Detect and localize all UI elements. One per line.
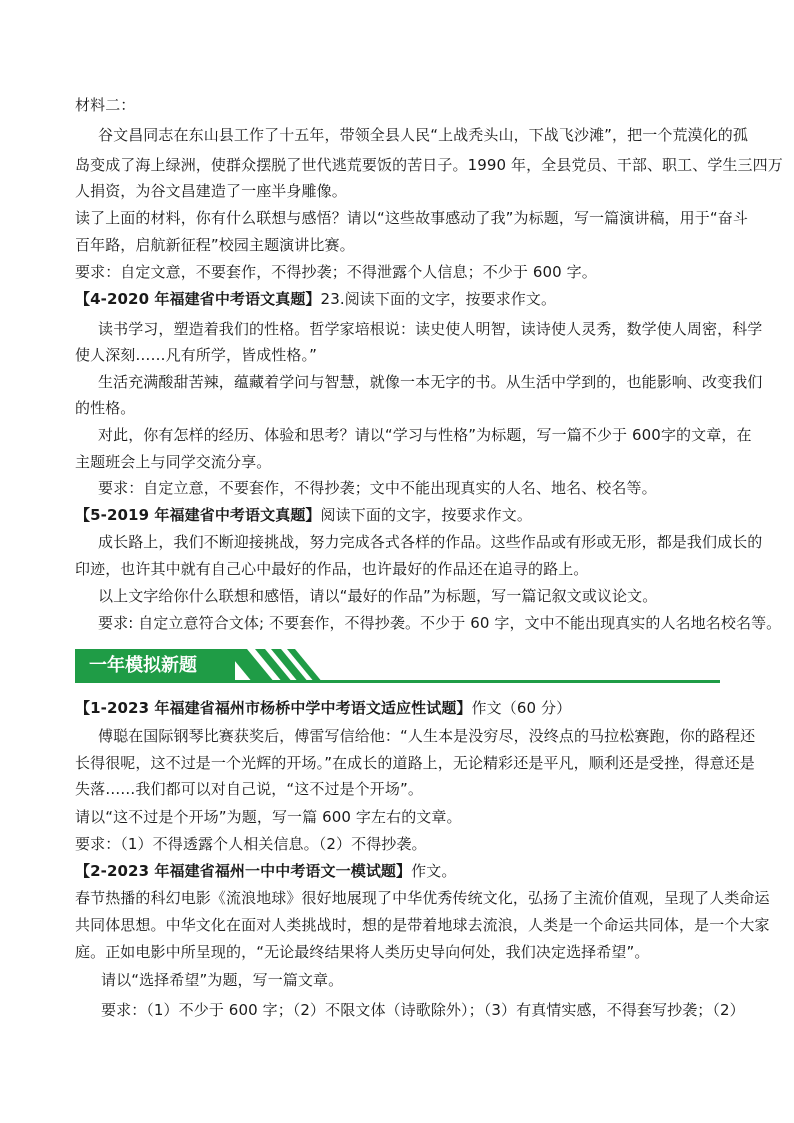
paragraph-line: 请以“这不过是个开场”为题，写一篇 600 字左右的文章。 bbox=[75, 808, 462, 826]
question-instruction: 作文。 bbox=[411, 862, 457, 880]
material2-line: 谷文昌同志在东山县工作了十五年，带领全县人民“上战秃头山，下战飞沙滩”，把一个荒漠化的孤 bbox=[98, 126, 748, 144]
requirement-line: 要求：（1）不少于 600 字；（2）不限文体（诗歌除外）；（3）有真情实感，不得套写抄袭；（2） bbox=[101, 1001, 745, 1019]
paragraph-line: 春节热播的科幻电影《流浪地球》很好地展现了中华优秀传统文化，弘扬了主流价值观，呈现了人类命运 bbox=[75, 889, 770, 907]
prompt-line: 百年路，启航新征程”校园主题演讲比赛。 bbox=[75, 236, 355, 254]
requirement-line: 要求：自定立意，不要套作，不得抄袭；文中不能出现真实的人名、地名、校名等。 bbox=[98, 479, 657, 497]
question-source: 【4-2020 年福建省中考语文真题】 bbox=[75, 290, 321, 308]
banner-title: 一年模拟新题 bbox=[89, 655, 197, 676]
question-header bbox=[75, 505, 532, 525]
paragraph-line: 共同体思想。中华文化在面对人类挑战时，想的是带着地球去流浪，人类是一个命运共同体，是一个大家 bbox=[75, 916, 770, 934]
requirement-line: 要求：（1）不得透露个人相关信息。（2）不得抄袭。 bbox=[75, 835, 427, 853]
question-instruction: 23.阅读下面的文字，按要求作文。 bbox=[320, 290, 557, 308]
paragraph-line: 长得很呢，这不过是一个光辉的开场。”在成长的道路上，无论精彩还是平凡，顺利还是受挫，得意还是 bbox=[75, 754, 755, 772]
material2-line: 人捐资，为谷文昌建造了一座半身雕像。 bbox=[75, 182, 347, 200]
paragraph-line: 印迹，也许其中就有自己心中最好的作品，也许最好的作品还在追寻的路上。 bbox=[75, 560, 589, 578]
paragraph-line: 请以“选择希望”为题，写一篇文章。 bbox=[101, 971, 344, 989]
paragraph-line: 以上文字给你什么联想和感悟，请以“最好的作品”为标题，写一篇记叙文或议论文。 bbox=[98, 587, 658, 605]
paragraph-line: 的性格。 bbox=[75, 399, 136, 417]
paragraph-line: 生活充满酸甜苦辣，蕴藏着学问与智慧，就像一本无字的书。从生活中学到的，也能影响、改变我们 bbox=[98, 373, 763, 391]
paragraph-line: 成长路上，我们不断迎接挑战，努力完成各式各样的作品。这些作品或有形或无形，都是我们成长的 bbox=[98, 533, 763, 551]
paragraph-line: 主题班会上与同学交流分享。 bbox=[75, 453, 272, 471]
question-instruction: 阅读下面的文字，按要求作文。 bbox=[320, 506, 532, 524]
question-source: 【1-2023 年福建省福州市杨桥中学中考语文适应性试题】 bbox=[75, 699, 472, 717]
question-source: 【2-2023 年福建省福州一中中考语文一模试题】 bbox=[75, 862, 412, 880]
question-instruction: 作文（60 分） bbox=[471, 699, 572, 717]
paragraph-line: 失落……我们都可以对自己说，“这不过是个开场”。 bbox=[75, 780, 423, 798]
question-header bbox=[75, 289, 556, 309]
question-header bbox=[75, 861, 456, 881]
prompt-line: 读了上面的材料，你有什么联想与感悟？请以“这些故事感动了我”为标题，写一篇演讲稿，用于“奋斗 bbox=[75, 209, 748, 227]
section-banner bbox=[75, 649, 720, 683]
paragraph-line: 使人深刻……凡有所学，皆成性格。” bbox=[75, 346, 317, 364]
paragraph-line: 傅聪在国际钢琴比赛获奖后，傅雷写信给他：“人生本是没穷尽，没终点的马拉松赛跑，你的路程还 bbox=[98, 727, 756, 745]
material2-line: 岛变成了海上绿洲，使群众摆脱了世代逃荒要饭的苦日子。1990 年，全县党员、干部、职工、学生三四万 bbox=[75, 156, 783, 174]
material2-label: 材料二： bbox=[75, 96, 136, 114]
requirement-line: 要求：自定文意，不要套作，不得抄袭；不得泄露个人信息；不少于 600 字。 bbox=[75, 263, 597, 281]
paragraph-line: 读书学习，塑造着我们的性格。哲学家培根说：读史使人明智，读诗使人灵秀，数学使人周密，科学 bbox=[98, 320, 763, 338]
paragraph-line: 庭。正如电影中所呈现的，“无论最终结果将人类历史导向何处，我们决定选择希望”。 bbox=[75, 943, 650, 961]
question-header bbox=[75, 698, 571, 718]
paragraph-line: 对此，你有怎样的经历、体验和思考？请以“学习与性格”为标题，写一篇不少于 600字的文章，在 bbox=[98, 426, 752, 444]
question-source: 【5-2019 年福建省中考语文真题】 bbox=[75, 506, 321, 524]
banner-stripes bbox=[225, 649, 355, 683]
requirement-line: 要求: 自定立意符合文体; 不要套作，不得抄袭。不少于 60 字，文中不能出现真实的人名地名校名等。 bbox=[98, 614, 782, 632]
